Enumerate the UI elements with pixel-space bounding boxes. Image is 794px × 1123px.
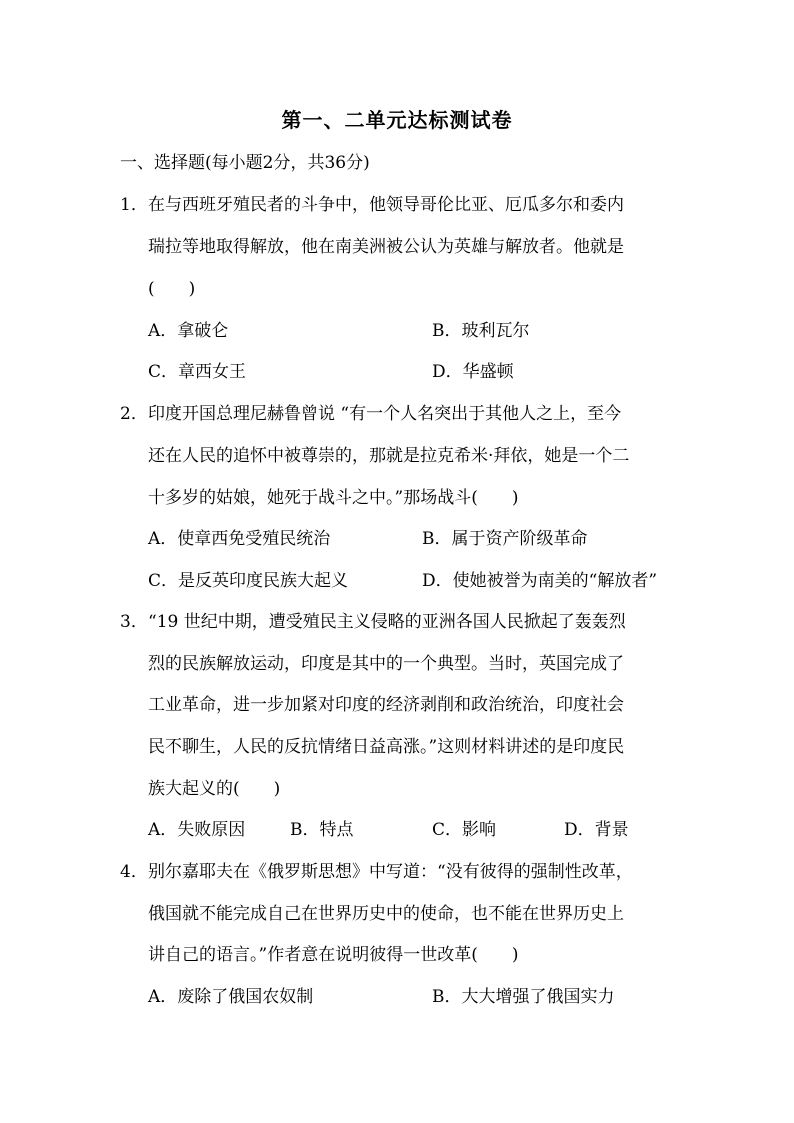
section-heading: 一、选择题(每小题2分，共36分): [120, 153, 370, 173]
question-4-number: 4．: [120, 862, 148, 882]
question-3-number: 3．: [120, 612, 148, 632]
question-1-line-2: 瑞拉等地取得解放，他在南美洲被公认为英雄与解放者。他就是: [148, 237, 624, 257]
question-4-line-2: 俄国就不能完成自己在世界历史中的使命，也不能在世界历史上: [148, 904, 624, 924]
question-2-line-1: 印度开国总理尼赫鲁曾说 “有一个人名突出于其他人之上，至今: [148, 404, 622, 424]
question-1-option-a[interactable]: A．拿破仑: [148, 321, 229, 341]
question-1-line-3: ( ): [148, 279, 196, 299]
question-2-number: 2．: [120, 404, 148, 424]
question-3-option-d[interactable]: D．背景: [564, 820, 629, 840]
question-3-line-3: 工业革命，进一步加紧对印度的经济剥削和政治统治，印度社会: [148, 695, 624, 715]
question-4-line-3: 讲自己的语言。”作者意在说明彼得一世改革( ): [148, 945, 519, 965]
question-4-line-1: 别尔嘉耶夫在《俄罗斯思想》中写道：“没有彼得的强制性改革，: [148, 862, 633, 882]
question-2-line-3: 十多岁的姑娘，她死于战斗之中。”那场战斗( ): [148, 488, 519, 508]
question-2-option-d[interactable]: D．使她被誉为南美的“解放者”: [422, 571, 658, 591]
question-3-option-b[interactable]: B．特点: [290, 820, 354, 840]
question-3-line-4: 民不聊生，人民的反抗情绪日益高涨。”这则材料讲述的是印度民: [148, 737, 625, 757]
question-3-option-a[interactable]: A．失败原因: [148, 820, 246, 840]
question-2-option-b[interactable]: B．属于资产阶级革命: [422, 529, 588, 549]
question-4-option-a[interactable]: A．废除了俄国农奴制: [148, 987, 314, 1007]
question-4-option-b[interactable]: B．大大增强了俄国实力: [432, 987, 615, 1007]
question-3-option-c[interactable]: C．影响: [432, 820, 497, 840]
question-3-line-2: 烈的民族解放运动，印度是其中的一个典型。当时，英国完成了: [148, 654, 624, 674]
page-title: 第一、二单元达标测试卷: [281, 108, 513, 132]
question-1-option-b[interactable]: B．玻利瓦尔: [432, 321, 530, 341]
question-2-option-c[interactable]: C．是反英印度民族大起义: [148, 571, 349, 591]
question-1-number: 1．: [120, 195, 148, 215]
question-3-line-5: 族大起义的( ): [148, 779, 281, 799]
question-1-line-1: 在与西班牙殖民者的斗争中，他领导哥伦比亚、厄瓜多尔和委内: [148, 195, 624, 215]
question-1-option-c[interactable]: C．章西女王: [148, 362, 247, 382]
question-2-line-2: 还在人民的追怀中被尊崇的，那就是拉克希米·拜依，她是一个二: [148, 446, 630, 466]
question-1-option-d[interactable]: D．华盛顿: [432, 362, 514, 382]
question-3-line-1: “19 世纪中期，遭受殖民主义侵略的亚洲各国人民掀起了轰轰烈: [148, 612, 626, 632]
question-2-option-a[interactable]: A．使章西免受殖民统治: [148, 529, 331, 549]
